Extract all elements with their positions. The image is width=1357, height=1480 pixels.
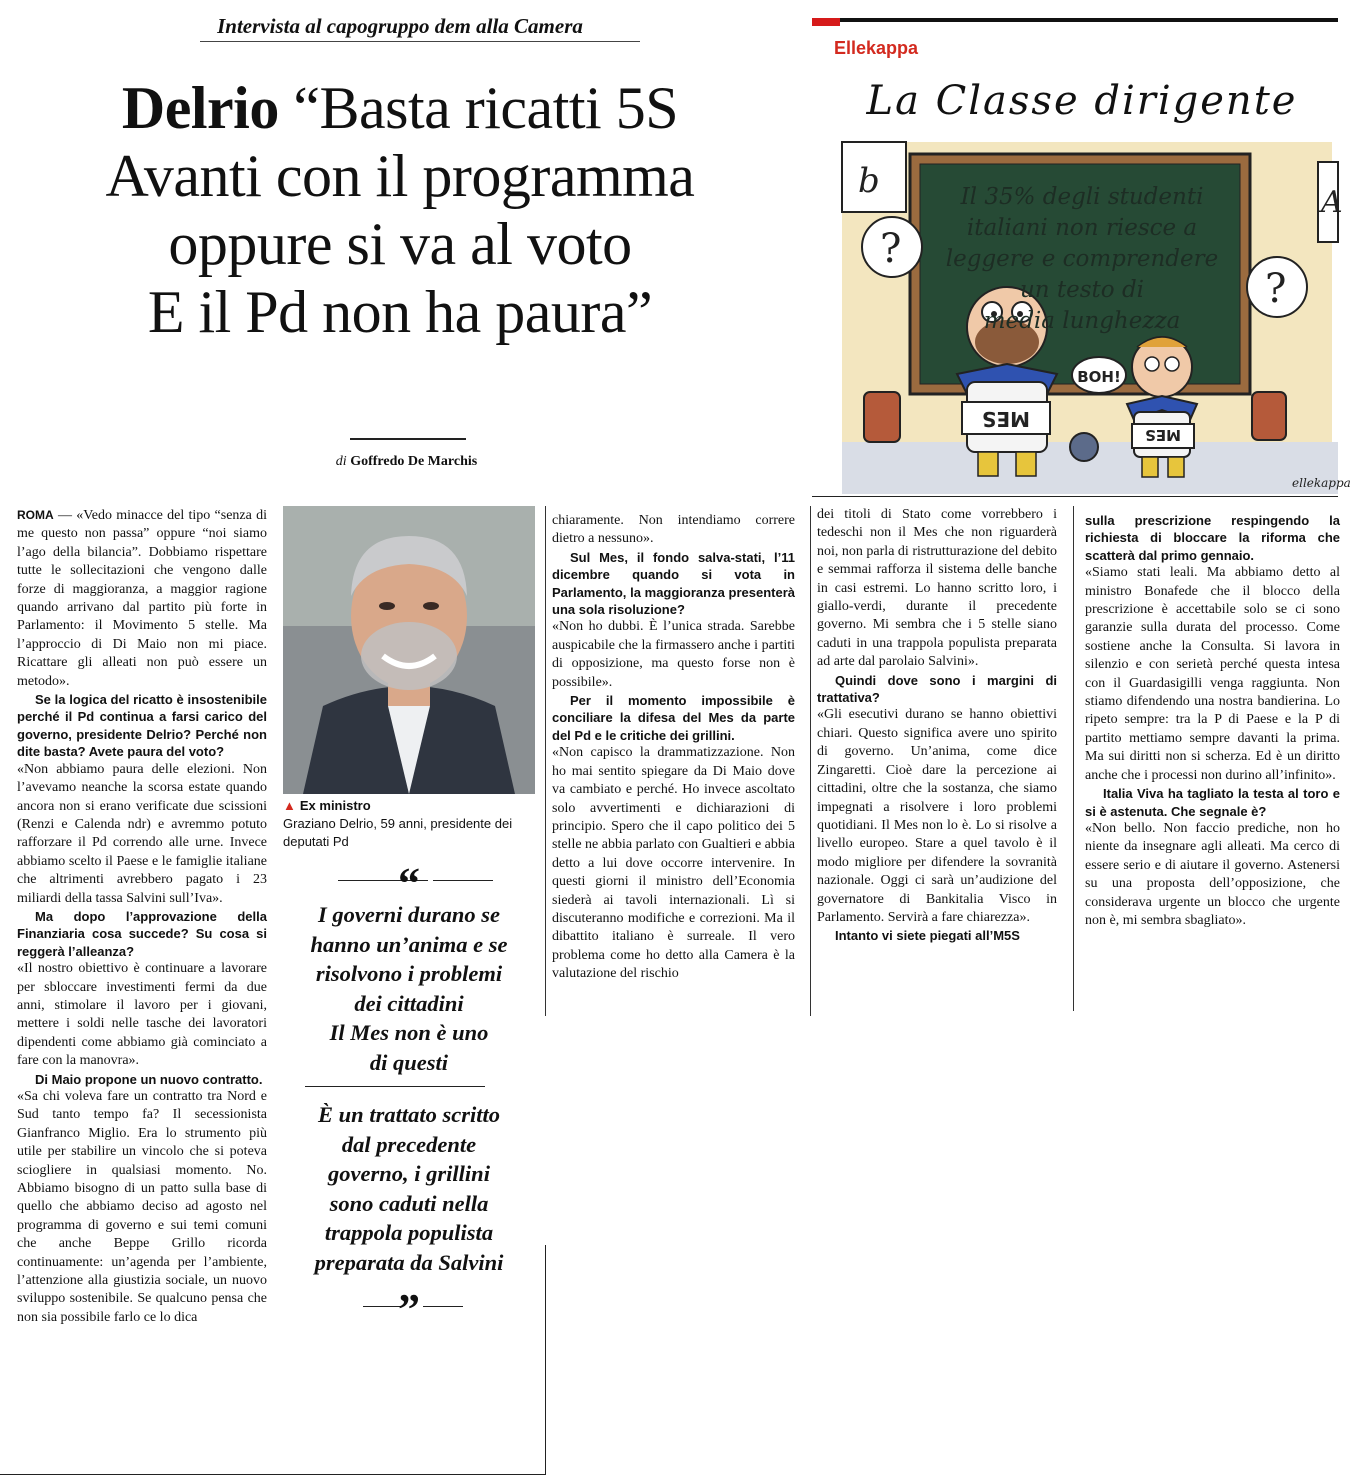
open-quote-glyph: “ bbox=[398, 859, 420, 908]
sign-mes-right: MES bbox=[1145, 426, 1181, 444]
byline-author: Goffredo De Marchis bbox=[350, 454, 478, 469]
interview-question bbox=[17, 691, 267, 761]
frame-bottom-rule bbox=[0, 1474, 545, 1475]
headline-line-2: Avanti con il programma bbox=[105, 143, 695, 209]
portrait-photo bbox=[283, 506, 535, 794]
byline-prefix: di bbox=[335, 454, 347, 469]
paragraph-text: dei titoli di Stato come vorrebbero i tedeschi non il Mes che non riguarderà noi, non parla di ristrutturazione del debito e semmai rafforza il sistema delle banche in casi estremi. Lo hanno scritto loro, i giallo-verdi, durante il precedente governo. Mi sembra che i 5 stelle siano caduti in una trappola populista preparata ad arte dal parolaio Salvini». bbox=[817, 507, 1057, 670]
paragraph-text: «Non ho dubbi. È l’unica strada. Sarebbe auspicabile che la firmassero anche i partiti di opposizione, ma questo forse non è possibile». bbox=[552, 619, 795, 690]
pullquote-line: sono caduti nella bbox=[329, 1190, 489, 1216]
cartoon-red-tag bbox=[812, 18, 840, 26]
paragraph-text: Se la logica del ricatto è insostenibile perché il Pd continua a farsi carico del governo, presidente Delrio? Perché non dite basta? Avete paura del voto? bbox=[17, 692, 267, 760]
frame-right-rule bbox=[545, 1245, 546, 1475]
kicker-rule bbox=[200, 41, 640, 42]
interview-answer bbox=[17, 1088, 267, 1327]
paragraph-text: sulla prescrizione respingendo la richiesta di bloccare la riforma che scatterà dal primo gennaio. bbox=[1085, 513, 1340, 563]
pullquote-line: dal precedente bbox=[341, 1131, 477, 1157]
pullquote-2 bbox=[283, 1100, 535, 1277]
character-right bbox=[1127, 337, 1197, 477]
interview-question bbox=[552, 692, 795, 744]
question-mark-left: ? bbox=[880, 226, 902, 272]
headline-line-1 bbox=[0, 74, 800, 142]
blackboard-text bbox=[932, 182, 1232, 337]
question-mark-right: ? bbox=[1265, 266, 1287, 312]
portrait-illustration bbox=[283, 506, 535, 794]
close-quote-glyph: ” bbox=[398, 1285, 420, 1334]
cartoon-signature: ellekappa bbox=[1292, 476, 1351, 490]
headline-line-3: oppure si va al voto bbox=[168, 211, 632, 277]
pullquote-line: di questi bbox=[369, 1049, 449, 1075]
dateline: ROMA bbox=[17, 508, 54, 522]
schoolbag-right bbox=[1252, 392, 1286, 440]
photo-caption: Graziano Delrio, 59 anni, presidente dei deputati Pd bbox=[283, 816, 513, 849]
paragraph-text: chiaramente. Non intendiamo correre dietro a nessuno». bbox=[552, 513, 795, 547]
speech-boh: BOH! bbox=[1077, 368, 1121, 386]
paragraph-text: Di Maio propone un nuovo contratto. bbox=[35, 1071, 263, 1087]
paragraph-text: «Il nostro obiettivo è continuare a lavorare per sbloccare investimenti fermi da due anni, stimolare il lavoro per i giovani, mettere i soldi nelle tasche dei lavoratori dipendenti come abbiamo già cominciato a fare con la manovra». bbox=[17, 961, 267, 1069]
paragraph-text: Ma dopo l’approvazione della Finanziaria cosa succede? Su cosa si reggerà l’alleanza? bbox=[17, 908, 267, 959]
sign-mes-left: MES bbox=[982, 407, 1030, 431]
paragraph-text: Sul Mes, il fondo salva-stati, l’11 dicembre quando si vota in Parlamento, la maggioranza presenterà una sola risoluzione? bbox=[552, 549, 795, 618]
pullquote-separator bbox=[305, 1086, 485, 1087]
caption-title-text: Ex ministro bbox=[299, 798, 371, 813]
blackboard-line: Il 35% degli studenti bbox=[960, 184, 1204, 210]
blackboard-line: media lunghezza bbox=[983, 308, 1181, 334]
pullquote-line: I governi durano se bbox=[318, 902, 500, 927]
paragraph-text: «Non capisco la drammatizzazione. Non ho mai sentito spiegare da Di Maio dove va cambiato e perché. Ho invece ascoltato solo avvertimenti e dichiarazioni di principio. Spero che il capo politico dei 5 stelle ne abbia parlato con Gualtieri e abbia detto a lui dove occorre intervenire. In questi giorni il ministro dell’Economia siederà ai tavoli internazionali. Lì si discuteranno modifiche e correzioni. Ma il dibattito italiano è surreale. Il vero problema come ho detto alla Camera è la valutazione del rischio bbox=[552, 745, 795, 982]
pullquote-line: risolvono i problemi bbox=[315, 961, 503, 986]
paragraph-text: Per il momento impossibile è conciliare la difesa del Mes da parte del Pd e le critiche dei grillini. bbox=[552, 693, 795, 743]
headline-name: Delrio bbox=[121, 75, 279, 141]
globe bbox=[1070, 433, 1098, 461]
interview-answer bbox=[17, 506, 267, 691]
headline-line-4: E il Pd non ha paura” bbox=[147, 279, 653, 345]
paragraph-text: «Siamo stati leali. Ma abbiamo detto al ministro Bonafede che il blocco della prescrizione è accettabile solo se ci sono garanzie sulla durata del processo. Come sostiene anche la Consulta. Si lavora in silenzio e con serietà perché questa intesa con il Guardasigilli venga raggiunta. Non stiamo difendendo una nostra bandierina. Lo ripeto sempre: tra la P di Paese e la P di partito mettiamo sempre davanti la prima. Ma sui diritti non si scherza. Ed è un diritto anche che i processi non durino all’infinito». bbox=[1085, 565, 1340, 783]
kicker: Intervista al capogruppo dem alla Camera bbox=[217, 14, 583, 38]
paragraph-text: «Gli esecutivi durano se hanno obiettivi chiari. Questo significa avere uno spirito di governo. Un’anima, come dice Zingaretti. Cioè dare la percezione ai cittadini, oltre che la sostanza, che siamo impegnati a risolvere i loro problemi quotidiani. Il Mes non lo è. Lo si risolve a livello europeo. Stare a quel tavolo è il modo migliore per difendere la sovranità nazionale. Oggi ci sarà un’audizione del governatore di Bankitalia Visco in Parlamento. Servirà a fare chiarezza». bbox=[817, 707, 1057, 925]
interview-question bbox=[17, 908, 267, 960]
photo-caption-title bbox=[283, 798, 371, 813]
interview-answer bbox=[17, 960, 267, 1070]
article-column-1 bbox=[17, 506, 267, 1327]
cartoon-author-label: Ellekappa bbox=[834, 38, 919, 58]
interview-answer bbox=[1085, 820, 1340, 930]
interview-question bbox=[817, 672, 1057, 707]
paragraph-text: «Sa chi voleva fare un contratto tra Nord e Sud tanto tempo fa? Il secessionista Gianfranco Miglio. Era lo strumento più utile per stabilire un vincolo che si poteva sciogliere in qualsiasi momento. No. Abbiamo bisogno di un patto sulla base di quello che abbiamo deciso ad agosto nel programma di governo e sui temi comuni che anche Beppe Grillo ricorda continuamente: un’agenda per l’ambiente, l’attenzione alla giustizia sociale, un nuovo sviluppo sostenibile. Se qualcuno pensa che non sia possibile farlo ce lo dica bbox=[17, 1089, 267, 1325]
byline bbox=[0, 454, 813, 470]
interview-question bbox=[817, 927, 1057, 944]
byline-rule bbox=[350, 438, 466, 440]
article-column-3 bbox=[817, 506, 1057, 945]
pullquote-1 bbox=[283, 900, 535, 1077]
interview-question bbox=[552, 549, 795, 619]
pullquote-line: dei cittadini bbox=[354, 990, 464, 1016]
interview-answer bbox=[17, 761, 267, 908]
schoolbag-left bbox=[864, 392, 900, 442]
paragraph-text: Quindi dove sono i margini di trattativa? bbox=[817, 672, 1057, 706]
paragraph-text: «Non abbiamo paura delle elezioni. Non l’avevamo neanche la scorsa estate quando ancora non si erano verificate due scissioni (Renzi e Calenda ndr) e avremmo potuto rafforzare il Pd correndo alle urne. Invece abbiamo scelto il Paese e le famiglie italiane che altrimenti avrebbero pagato i 23 miliardi della tassa Salvini sull’Iva». bbox=[17, 761, 267, 906]
column-divider bbox=[1073, 506, 1074, 1011]
paragraph-text: «Non bello. Non faccio prediche, non ho niente da insegnare agli alleati. Ma cerco di essere serio e di aiutare il governo. Astenersi su una proposta dell’opposizione, che considerava urgente un blocco che urgente non è, mi sembra sbagliato». bbox=[1085, 820, 1340, 928]
pullquote-line: hanno un’anima e se bbox=[310, 931, 508, 957]
pullquote-open-mark bbox=[283, 859, 535, 908]
interview-answer bbox=[552, 744, 795, 983]
pullquote-line: preparata da Salvini bbox=[314, 1249, 504, 1275]
interview-answer bbox=[552, 618, 795, 692]
column-divider bbox=[545, 506, 546, 1016]
interview-answer bbox=[1085, 564, 1340, 785]
article-column-2 bbox=[552, 512, 795, 984]
alphabet-letter-left: b bbox=[858, 161, 880, 201]
blackboard-line: leggere e comprendere bbox=[945, 246, 1219, 272]
article-column-4 bbox=[1085, 512, 1340, 930]
interview-answer bbox=[817, 506, 1057, 672]
caption-triangle-icon: ▲ bbox=[283, 798, 296, 813]
interview-question bbox=[1085, 512, 1340, 564]
headline bbox=[0, 74, 800, 346]
pullquote-line: Il Mes non è uno bbox=[329, 1020, 489, 1045]
interview-answer bbox=[552, 512, 795, 549]
blackboard-line: un testo di bbox=[1019, 277, 1145, 303]
headline-text-1: “Basta ricatti 5S bbox=[293, 75, 679, 141]
paragraph-text: Italia Viva ha tagliato la testa al toro e si è astenuta. Che segnale è? bbox=[1085, 786, 1340, 819]
pullquote-line: È un trattato scritto bbox=[318, 1102, 500, 1127]
column-divider bbox=[810, 506, 811, 1016]
interview-question bbox=[1085, 785, 1340, 820]
pullquote-line: governo, i grillini bbox=[328, 1161, 490, 1186]
interview-answer bbox=[817, 706, 1057, 927]
paragraph-text: Intanto vi siete piegati all’M5S bbox=[835, 928, 1020, 944]
pullquote-close-mark bbox=[283, 1285, 535, 1334]
interview-question bbox=[17, 1071, 267, 1088]
alphabet-letter-right: A bbox=[1321, 185, 1343, 220]
blackboard-line: italiani non riesce a bbox=[966, 215, 1198, 241]
cartoon bbox=[812, 18, 1351, 497]
cartoon-title: La Classe dirigente bbox=[866, 78, 1298, 124]
pullquote-line: trappola populista bbox=[324, 1220, 494, 1245]
paragraph-text: — «Vedo minacce del tipo “senza di me questo non passa” oppure “noi siamo l’ago della bilancia”. Dobbiamo rispettare tutte le sollecitazioni che vengono dalle forze di maggioranza, a maggior ragione quando arrivano dal partito più forte in Parlamento: il Movimento 5 stelle. Ma l’approccio di Di Maio non mi piace. Ricattare gli alleati non può essere un metodo». bbox=[17, 508, 268, 689]
